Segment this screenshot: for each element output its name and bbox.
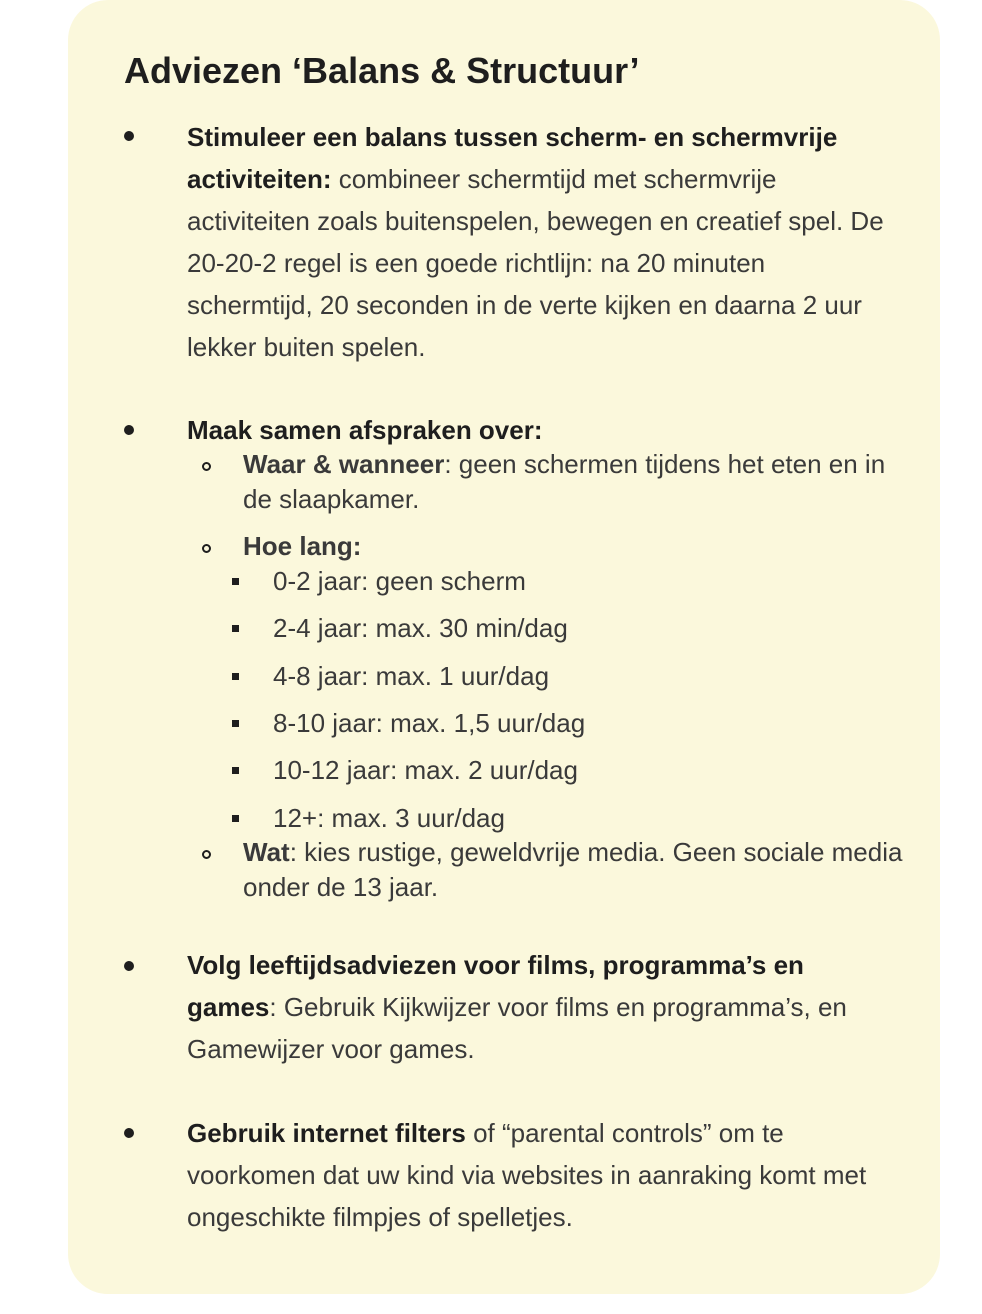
age-limit-item: 8-10 jaar: max. 1,5 uur/dag xyxy=(273,708,586,738)
square-bullet-icon xyxy=(232,673,239,680)
advice-item-heading: Maak samen afspraken over: xyxy=(187,415,543,445)
bullet-icon xyxy=(124,131,134,141)
circle-bullet-icon xyxy=(202,850,211,859)
bullet-icon xyxy=(124,961,134,971)
subitem-how-long xyxy=(243,529,903,564)
advice-item-text: : Gebruik Kijkwijzer voor films en programma’s, en Gamewijzer voor games. xyxy=(187,992,847,1064)
advice-item-text: combineer schermtijd met schermvrije activiteiten zoals buitenspelen, bewegen en creatief spel. De 20-20-2 regel is een goede richtlijn: na 20 minuten schermtijd, 20 seconden in de verte kijken en daarna 2 uur lekker buiten spelen. xyxy=(187,164,884,362)
page-title: Adviezen ‘Balans & Structuur’ xyxy=(124,50,640,91)
subitem-heading: Waar & wanneer xyxy=(243,449,445,479)
advice-item-heading: Gebruik internet filters xyxy=(187,1118,466,1148)
age-limit-item: 12+: max. 3 uur/dag xyxy=(273,803,505,833)
circle-bullet-icon xyxy=(202,462,211,471)
advice-item-filters xyxy=(187,1112,887,1238)
age-limit-item: 2-4 jaar: max. 30 min/dag xyxy=(273,613,568,643)
subitem-what xyxy=(243,835,903,905)
subitem-text: : geen schermen tijdens het eten en in de slaapkamer. xyxy=(243,449,886,514)
age-limit-item: 4-8 jaar: max. 1 uur/dag xyxy=(273,661,550,691)
age-limit-item: 10-12 jaar: max. 2 uur/dag xyxy=(273,755,578,785)
circle-bullet-icon xyxy=(202,544,211,553)
square-bullet-icon xyxy=(232,625,239,632)
bullet-icon xyxy=(124,425,134,435)
square-bullet-icon xyxy=(232,815,239,822)
age-limit-item: 0-2 jaar: geen scherm xyxy=(273,566,526,596)
subitem-where-when xyxy=(243,447,903,517)
advice-item-balance xyxy=(187,116,887,368)
advice-item-agreements xyxy=(187,409,887,451)
square-bullet-icon xyxy=(232,720,239,727)
advice-item-age-ratings xyxy=(187,944,887,1070)
square-bullet-icon xyxy=(232,578,239,585)
advice-item-heading: Volg leeftijdsadviezen voor films, programma’s en games xyxy=(187,950,804,1022)
subitem-text: : kies rustige, geweldvrije media. Geen sociale media onder de 13 jaar. xyxy=(243,837,903,902)
advice-item-heading: Stimuleer een balans tussen scherm- en schermvrije activiteiten: xyxy=(187,122,838,194)
subitem-heading: Wat xyxy=(243,837,290,867)
bullet-icon xyxy=(124,1128,134,1138)
subitem-heading: Hoe lang: xyxy=(243,531,362,561)
square-bullet-icon xyxy=(232,767,239,774)
advice-item-text: of “parental controls” om te voorkomen dat uw kind via websites in aanraking komt met ongeschikte filmpjes of spelletjes. xyxy=(187,1118,867,1232)
